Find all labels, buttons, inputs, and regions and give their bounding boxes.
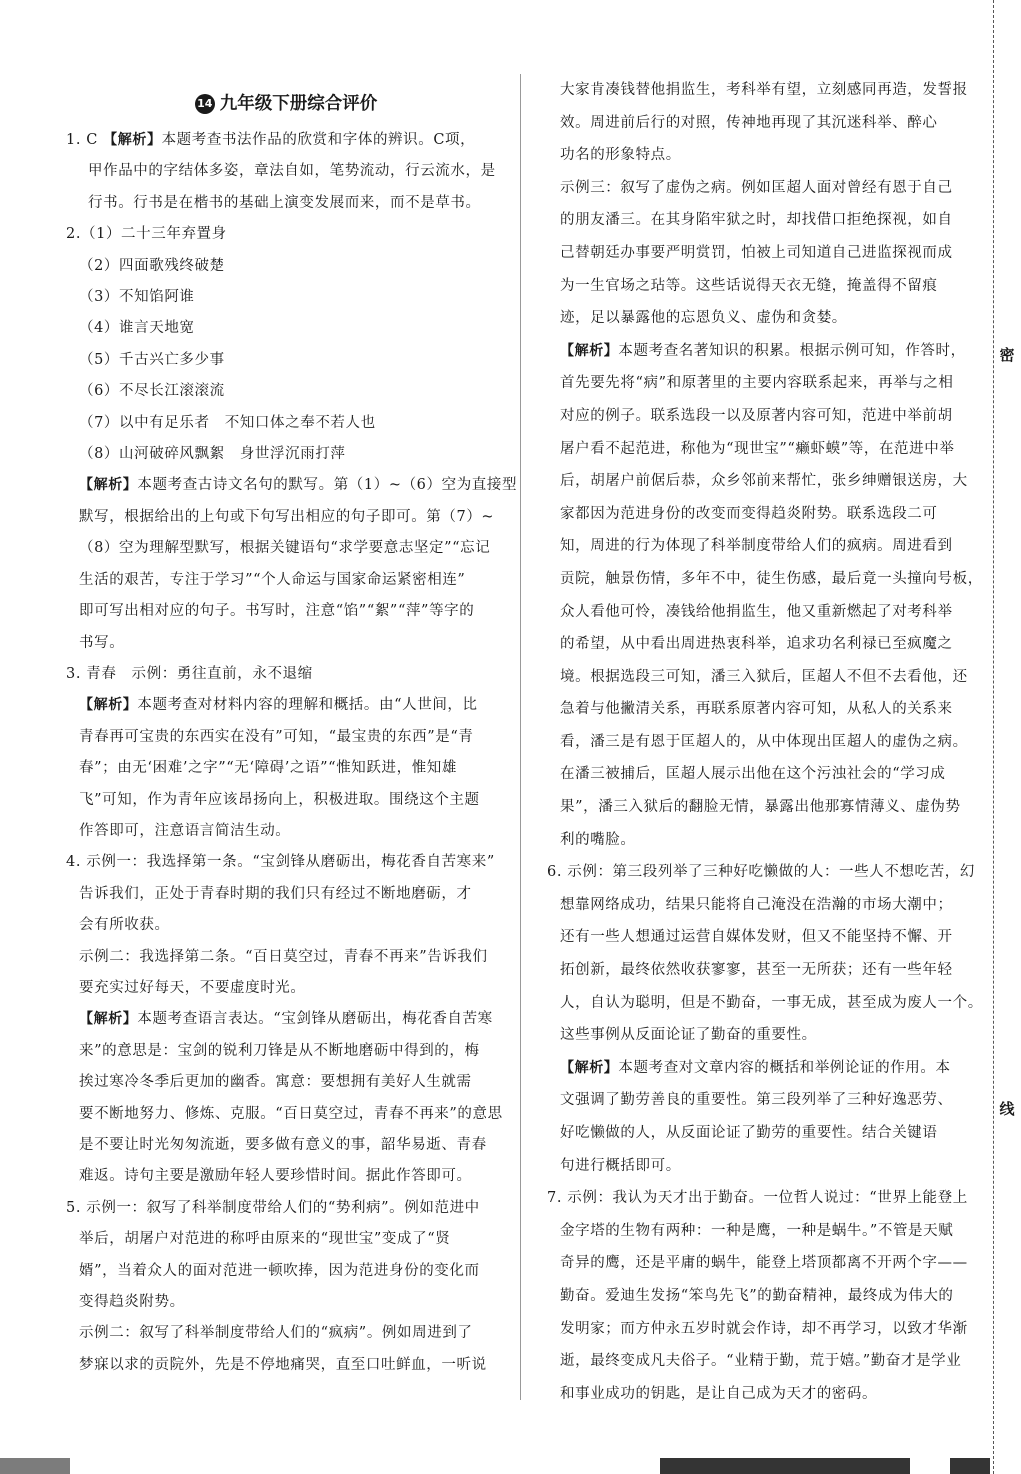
analysis-tag: 【解析】 xyxy=(79,477,138,494)
line-text: （2）四面歌残终破楚 xyxy=(79,257,225,274)
line-text: （5）千古兴亡多少事 xyxy=(79,351,225,368)
line-text: 利的嘴脸。 xyxy=(560,831,636,848)
left-answer-lines xyxy=(66,125,518,1381)
text-line xyxy=(547,563,983,596)
line-text: 和事业成功的钥匙，是让自己成为天才的密码。 xyxy=(560,1385,878,1402)
text-line xyxy=(547,335,977,368)
line-text: 来”的意思是：宝剑的锐利刀锋是从不断地磨砺中得到的，梅 xyxy=(79,1042,480,1059)
section-number-badge: 14 xyxy=(195,94,215,114)
text-line xyxy=(547,1280,977,1313)
line-text: 屠户看不起范进，称他为“现世宝”“癞虾蟆”等，在范进中举 xyxy=(560,440,955,457)
analysis-tag: 【解析】 xyxy=(79,1011,138,1028)
text-line xyxy=(547,237,977,270)
line-text: 后，胡屠户前倨后恭，众乡邻前来帮忙，张乡绅赠银送房，大 xyxy=(560,473,968,490)
text-line xyxy=(547,433,977,466)
line-text: 对应的例子。联系选段一以及原著内容可知，范进中举前胡 xyxy=(560,407,953,424)
line-text: 拓创新，最终依然收获寥寥，甚至一无所获；还有一些年轻 xyxy=(560,962,953,979)
text-line xyxy=(547,530,977,563)
text-line xyxy=(66,251,506,282)
line-text: 贡院，触景伤情，多年不中，徒生伤感，最后竟一头撞向号板， xyxy=(560,570,983,587)
text-line xyxy=(547,758,977,791)
text-line xyxy=(66,1256,506,1287)
line-text: 本题考查语言表达。“宝剑锋从磨砺出，梅花香自苦寒 xyxy=(137,1011,493,1028)
text-line xyxy=(66,470,518,501)
line-text: 本题考查书法作品的欣赏和字体的辨识。C项， xyxy=(161,132,476,148)
text-line xyxy=(66,722,506,753)
line-text: 急着与他撇清关系，再联系原著内容可知，从私人的关系来 xyxy=(560,701,953,718)
text-line xyxy=(66,345,506,376)
line-text: 5. 示例一：叙写了科举制度带给人们的“势利病”。例如范进中 xyxy=(66,1199,480,1216)
analysis-tag: 【解析】 xyxy=(79,697,138,714)
line-text: 勤奋。爱迪生发扬“笨鸟先飞”的勤奋精神，最终成为伟大的 xyxy=(560,1287,954,1304)
line-text: 在潘三被捕后，匡超人展示出他在这个污浊社会的“学习成 xyxy=(560,766,946,783)
line-text: （4）谁言天地宽 xyxy=(79,320,195,337)
line-text: 本题考查名著知识的积累。根据示例可知，作答时， xyxy=(618,342,966,359)
line-text: 告诉我们，正处于青春时期的我们只有经过不断地磨砺，才 xyxy=(79,885,472,902)
text-line xyxy=(66,973,506,1004)
line-text: 本题考查对材料内容的理解和概括。由“人世间，比 xyxy=(137,697,478,714)
text-line xyxy=(547,1313,977,1346)
margin-mark-mi: 密 xyxy=(996,344,1018,365)
line-text: 即可写出相对应的句子。书写时，注意“馅”“絮”“萍”等字的 xyxy=(79,603,475,620)
text-line xyxy=(547,1117,977,1150)
text-line xyxy=(547,661,977,694)
line-text: 示例二：我选择第二条。“百日莫空过，青春不再来”告诉我们 xyxy=(79,948,488,965)
text-line xyxy=(547,693,977,726)
line-text: 知，周进的行为体现了科举制度带给人们的疯病。周进看到 xyxy=(560,538,953,555)
text-line xyxy=(66,1287,506,1318)
line-text: 青春再可宝贵的东西实在没有”可知，“最宝贵的东西”是“青 xyxy=(79,728,474,745)
text-line xyxy=(547,204,977,237)
binding-cut-line xyxy=(993,0,994,1474)
line-text: 是不要让时光匆匆流逝，要多做有意义的事，韶华易逝、青春 xyxy=(79,1137,487,1153)
line-text: （8）山河破碎风飘絮 身世浮沉雨打萍 xyxy=(79,446,346,463)
text-line xyxy=(547,1052,977,1085)
line-text: 好吃懒做的人，从反面论证了勤劳的重要性。结合关键语 xyxy=(560,1125,938,1141)
line-text: 迹，足以暴露他的忘恩负义、虚伪和贪婪。 xyxy=(560,310,847,327)
text-line xyxy=(547,139,977,172)
text-line xyxy=(66,156,506,187)
line-text: 会有所收获。 xyxy=(79,917,170,934)
text-line xyxy=(547,107,977,140)
text-line xyxy=(66,1193,506,1224)
text-line xyxy=(547,498,977,531)
text-line xyxy=(547,1345,977,1378)
line-text: 想靠网络成功，结果只能将自己淹没在浩瀚的市场大潮中； xyxy=(560,896,953,913)
line-text: 梦寐以求的贡院外，先是不停地痛哭，直至口吐鲜血，一听说 xyxy=(79,1356,487,1373)
text-line xyxy=(547,302,977,335)
line-text: 本题考查古诗文名句的默写。第（1）~（6）空为直接型 xyxy=(137,477,518,494)
line-text: 句进行概括即可。 xyxy=(560,1157,681,1174)
text-line xyxy=(66,785,506,816)
line-text: 为一生官场之玷等。这些话说得天衣无缝，掩盖得不留痕 xyxy=(560,277,938,294)
text-line xyxy=(66,502,506,533)
text-line xyxy=(547,1150,977,1183)
text-line xyxy=(547,856,977,889)
text-line xyxy=(66,125,506,156)
text-line xyxy=(547,596,977,629)
line-text: 的希望，从中看出周进热衷科举，追求功名利禄已至疯魔之 xyxy=(560,636,953,653)
line-text: 金字塔的生物有两种：一种是鹰，一种是蜗牛。”不管是天赋 xyxy=(560,1222,954,1239)
line-text: 效。周进前后行的对照，传神地再现了其沉迷科举、醉心 xyxy=(560,114,938,131)
line-text: 还有一些人想通过运营自媒体发财，但又不能坚持不懈、开 xyxy=(560,929,953,946)
line-text: 变得趋炎附势。 xyxy=(79,1294,185,1311)
text-line xyxy=(66,376,506,407)
text-line xyxy=(66,1350,506,1381)
text-line xyxy=(547,1378,977,1411)
text-line xyxy=(66,188,506,219)
text-line xyxy=(66,942,506,973)
text-line xyxy=(66,219,506,250)
text-line xyxy=(547,628,977,661)
text-line xyxy=(66,313,506,344)
text-line xyxy=(547,987,983,1020)
text-line xyxy=(547,74,977,107)
text-line xyxy=(66,1318,506,1349)
line-text: 人，自认为聪明，但是不勤奋，一事无成，甚至成为废人一个。 xyxy=(560,994,983,1011)
line-text: 举后，胡屠户对范进的称呼由原来的“现世宝”变成了“贤 xyxy=(79,1231,451,1248)
text-line xyxy=(66,1130,506,1161)
text-line xyxy=(547,1084,977,1117)
line-text: 挨过寒冷冬季后更加的幽香。寓意：要想拥有美好人生就需 xyxy=(79,1074,472,1091)
line-text: 这些事例从反面论证了勤奋的重要性。 xyxy=(560,1027,817,1044)
text-line xyxy=(66,879,506,910)
right-answer-lines xyxy=(547,74,983,1410)
text-line xyxy=(547,1019,977,1052)
text-line xyxy=(66,910,506,941)
line-text: 众人看他可怜，凑钱给他捐监生，他又重新燃起了对考科举 xyxy=(560,603,953,620)
line-text: 首先要先将“病”和原著里的主要内容联系起来，再举与之相 xyxy=(560,375,954,392)
line-text: 发明家；而方仲永五岁时就会作诗，却不再学习，以致才华渐 xyxy=(560,1320,968,1337)
line-text: 婿”，当着众人的面对范进一顿吹捧，因为范进身份的变化而 xyxy=(79,1262,480,1279)
analysis-tag: 【解析】 xyxy=(560,342,619,359)
text-line xyxy=(547,791,977,824)
text-line xyxy=(66,408,506,439)
line-text: 文强调了勤劳善良的重要性。第三段列举了三种好逸恶劳、 xyxy=(560,1092,953,1109)
text-line xyxy=(547,1247,977,1280)
text-line xyxy=(66,1161,506,1192)
line-text: 生活的艰苦，专注于学习”“个人命运与国家命运紧密相连” xyxy=(79,571,466,588)
line-text: 书写。 xyxy=(79,634,125,651)
section-title xyxy=(66,90,506,115)
text-line xyxy=(547,824,977,857)
line-text: 己替朝廷办事要严明赏罚，怕被上司知道自己进监探视而成 xyxy=(560,244,953,261)
line-text: 要充实过好每天，不要虚度时光。 xyxy=(79,979,306,996)
bottom-edge-mark xyxy=(950,1458,990,1474)
text-line xyxy=(547,954,977,987)
text-line xyxy=(66,439,506,470)
text-line xyxy=(547,367,977,400)
line-text: （8）空为理解型默写，根据关键语句“求学要意志坚定”“忘记 xyxy=(79,540,491,557)
line-text: 3. 青春 示例：勇往直前，永不退缩 xyxy=(66,665,313,682)
line-text: 家都因为范进身份的改变而变得趋炎附势。联系选段二可 xyxy=(560,505,938,522)
bottom-edge-mark xyxy=(0,1458,70,1474)
line-text: 7. 示例：我认为天才出于勤奋。一位哲人说过：“世界上能登上 xyxy=(547,1190,968,1207)
line-text: 难返。诗句主要是激励年轻人要珍惜时间。据此作答即可。 xyxy=(79,1168,472,1185)
line-text: 2.（1）二十三年弃置身 xyxy=(66,226,227,243)
text-line xyxy=(66,816,506,847)
text-line xyxy=(547,921,977,954)
text-line xyxy=(66,1099,506,1130)
line-text: 大家肯凑钱替他捐监生，考科举有望，立刻感同再造，发誓报 xyxy=(560,82,968,98)
text-line xyxy=(547,400,977,433)
text-line xyxy=(66,1224,506,1255)
text-line xyxy=(66,847,506,878)
text-line xyxy=(66,753,506,784)
line-text: （3）不知馅阿谁 xyxy=(79,289,195,306)
right-column xyxy=(547,74,983,1410)
text-line xyxy=(66,533,506,564)
column-divider xyxy=(520,74,521,1400)
line-text: 果”，潘三入狱后的翻脸无情，暴露出他那寡情薄义、虚伪势 xyxy=(560,799,961,816)
analysis-tag: 【解析】 xyxy=(560,1059,619,1076)
line-text: 示例二：叙写了科举制度带给人们的“疯病”。例如周进到了 xyxy=(79,1325,473,1342)
margin-mark-xian: 线 xyxy=(996,1098,1018,1119)
text-line xyxy=(547,270,977,303)
text-line xyxy=(66,1067,506,1098)
line-text: 的朋友潘三。在其身陷牢狱之时，却找借口拒绝探视，如自 xyxy=(560,212,953,229)
text-line xyxy=(66,565,506,596)
text-line xyxy=(547,1182,977,1215)
line-text: 奇异的鹰，还是平庸的蜗牛，能登上塔顶都离不开两个字—— xyxy=(560,1255,968,1272)
line-text: 示例三：叙写了虚伪之病。例如匡超人面对曾经有恩于自己 xyxy=(560,179,953,196)
line-text: 1. C xyxy=(66,132,104,148)
text-line xyxy=(66,690,506,721)
line-text: 逝，最终变成凡夫俗子。“业精于勤，荒于嬉。”勤奋才是学业 xyxy=(560,1353,962,1370)
left-column xyxy=(66,78,518,1381)
line-text: （6）不尽长江滚滚流 xyxy=(79,383,225,400)
line-text: 行书。行书是在楷书的基础上演变发展而来，而不是草书。 xyxy=(88,194,481,211)
text-line xyxy=(547,889,977,922)
text-line xyxy=(66,282,506,313)
line-text: 境。根据选段三可知，潘三入狱后，匡超人不但不去看他，还 xyxy=(560,668,968,685)
bottom-edge-mark xyxy=(660,1458,910,1474)
line-text: 本题考查对文章内容的概括和举例论证的作用。本 xyxy=(618,1059,951,1076)
line-text: 6. 示例：第三段列举了三种好吃懒做的人：一些人不想吃苦，幻 xyxy=(547,864,975,881)
text-line xyxy=(547,465,977,498)
line-text: 默写，根据给出的上句或下句写出相应的句子即可。第（7）~ xyxy=(79,508,495,525)
text-line xyxy=(547,172,977,205)
line-text: 看，潘三是有恩于匡超人的，从中体现出匡超人的虚伪之病。 xyxy=(560,733,968,750)
text-line xyxy=(66,1036,506,1067)
text-line xyxy=(66,1004,506,1035)
text-line xyxy=(547,1215,977,1248)
text-line xyxy=(66,596,506,627)
line-text: （7）以中有足乐者 不知口体之奉不若人也 xyxy=(79,414,376,431)
line-text: 功名的形象特点。 xyxy=(560,147,681,164)
line-text: 甲作品中的字结体多姿，章法自如，笔势流动，行云流水，是 xyxy=(88,163,496,180)
text-line xyxy=(66,659,506,690)
line-text: 作答即可，注意语言简洁生动。 xyxy=(79,822,291,839)
line-text: 要不断地努力、修炼、克服。“百日莫空过，青春不再来”的意思 xyxy=(79,1105,503,1122)
text-line xyxy=(547,726,977,759)
line-text: 4. 示例一：我选择第一条。“宝剑锋从磨砺出，梅花香自苦寒来” xyxy=(66,854,495,871)
line-text: 飞”可知，作为青年应该昂扬向上，积极进取。围绕这个主题 xyxy=(79,791,480,808)
text-line xyxy=(66,628,506,659)
section-title-text: 九年级下册综合评价 xyxy=(219,94,378,114)
analysis-tag: 【解析】 xyxy=(103,132,162,148)
line-text: 春”；由无‘困难’之字”“无‘障碍’之语”“惟知跃进，惟知雄 xyxy=(79,760,457,777)
